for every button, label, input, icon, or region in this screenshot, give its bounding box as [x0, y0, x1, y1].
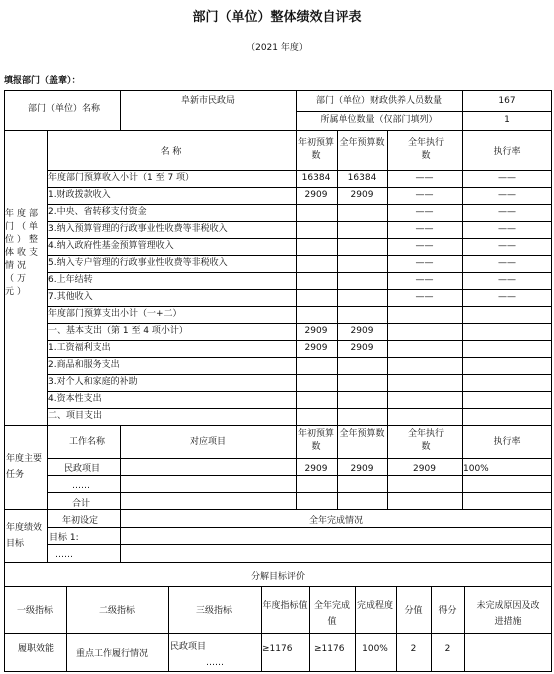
eval-l2-value: 重点工作履行情况: [76, 649, 149, 659]
budget-cell-rate: ——: [498, 173, 516, 183]
budget-cell-name: 1.财政拨款收入: [48, 190, 111, 200]
budget-cell-rate: ——: [498, 224, 516, 234]
grid-line: [309, 586, 310, 671]
grid-line: [47, 170, 552, 171]
task-header-work: 工作名称: [68, 437, 105, 447]
grid-line: [66, 586, 67, 671]
subunit-count-label: 所属单位数量（仅部门填列）: [320, 115, 438, 125]
eval-header-reason: 未完成原因及改进措施: [476, 601, 540, 627]
budget-cell-name: 3.对个人和家庭的补助: [48, 377, 138, 387]
budget-cell-rate: ——: [498, 275, 516, 285]
grid-line: [4, 671, 552, 672]
grid-line: [47, 255, 552, 256]
year-label: （2021 年度）: [246, 43, 308, 53]
grid-line: [47, 357, 552, 358]
budget-cell-exec: ——: [415, 241, 434, 251]
eval-l3-value: 民政项目: [170, 642, 207, 652]
budget-cell-full: 2909: [350, 343, 374, 353]
budget-cell-name: 6.上年结转: [48, 275, 93, 285]
eval-l1-value: 履职效能: [18, 644, 55, 654]
grid-line: [47, 391, 552, 392]
task-ellipsis: ……: [72, 481, 90, 491]
grid-line: [47, 544, 552, 545]
grid-line: [47, 492, 552, 493]
filler-label: 填报部门（盖章）：: [4, 76, 81, 86]
budget-cell-initial: 2909: [304, 326, 328, 336]
grid-line: [47, 238, 552, 239]
staff-count-label: 部门（单位）财政供养人员数量: [315, 96, 442, 106]
subunit-count-value: 1: [504, 115, 510, 125]
col-header-full: 全年预算数: [339, 138, 385, 148]
task-exec: 2909: [413, 464, 436, 474]
budget-side-label: 年度部门（单位）整体收支情况（万元）: [5, 209, 42, 297]
budget-cell-rate: ——: [498, 258, 516, 268]
dept-name-label: 部门（单位）名称: [27, 104, 100, 114]
task-full: 2909: [350, 464, 374, 474]
budget-cell-rate: ——: [498, 207, 516, 217]
eval-ellipsis: ……: [206, 658, 224, 668]
eval-header-score: 得分: [438, 606, 457, 616]
goals-ellipsis: ……: [55, 550, 73, 560]
grid-line: [47, 374, 552, 375]
task-initial: 2909: [304, 464, 328, 474]
grid-line: [47, 458, 552, 459]
grid-line: [431, 586, 432, 671]
dept-name-value: 阜新市民政局: [180, 96, 235, 106]
grid-line: [4, 633, 552, 634]
eval-header-score-value: 分值: [404, 606, 423, 616]
task-work-name: 民政项目: [64, 464, 101, 474]
budget-cell-exec: ——: [415, 258, 434, 268]
budget-cell-exec: ——: [415, 173, 434, 183]
goal-1-label: 目标 1:: [49, 533, 79, 543]
eval-header-l2: 二级指标: [98, 606, 135, 616]
grid-line: [47, 408, 552, 409]
budget-cell-initial: 2909: [304, 190, 328, 200]
eval-header-l1: 一级指标: [16, 606, 53, 616]
grid-line: [4, 90, 552, 91]
col-header-rate: 执行率: [493, 147, 521, 157]
grid-line: [47, 187, 552, 188]
budget-cell-rate: ——: [498, 241, 516, 251]
budget-cell-name: 5.纳入专户管理的行政事业性收费等非税收入: [48, 258, 228, 268]
grid-line: [4, 130, 552, 131]
task-header-exec: 全年执行数: [407, 429, 444, 452]
grid-line: [4, 425, 552, 426]
grid-line: [464, 586, 465, 671]
grid-line: [47, 475, 552, 476]
budget-cell-exec: ——: [415, 275, 434, 285]
budget-cell-name: 7.其他收入: [48, 292, 93, 302]
col-header-name: 名 称: [160, 147, 182, 157]
eval-degree-value: 100%: [362, 644, 388, 654]
budget-cell-full: 2909: [350, 190, 374, 200]
grid-line: [47, 509, 48, 562]
task-header-project: 对应项目: [189, 437, 226, 447]
budget-cell-name: 3.纳入预算管理的行政事业性收费等非税收入: [48, 224, 228, 234]
task-header-initial: 年初预算数: [297, 429, 334, 452]
grid-line: [4, 586, 552, 587]
eval-header-target: 年度指标值: [262, 601, 308, 611]
task-header-full: 全年预算数: [339, 429, 385, 439]
budget-cell-rate: ——: [498, 190, 516, 200]
staff-count-value: 167: [498, 96, 516, 106]
grid-line: [47, 272, 552, 273]
grid-line: [47, 289, 552, 290]
budget-cell-initial: 2909: [304, 343, 328, 353]
budget-cell-full: 16384: [347, 173, 377, 183]
grid-line: [296, 111, 552, 112]
grid-line: [47, 323, 552, 324]
grid-line: [4, 562, 552, 563]
eval-target-value: ≥1176: [262, 644, 293, 654]
grid-line: [47, 204, 552, 205]
eval-header-l3: 三级指标: [195, 606, 232, 616]
tasks-side-label: 年度主要任务: [6, 454, 43, 480]
goals-side-label: 年度绩效目标: [6, 523, 43, 549]
budget-cell-rate: ——: [498, 292, 516, 302]
budget-cell-exec: ——: [415, 190, 434, 200]
task-total-label: 合计: [72, 499, 91, 509]
eval-header-degree: 完成程度: [357, 601, 394, 611]
eval-score-value: 2: [410, 644, 417, 654]
grid-line: [396, 586, 397, 671]
budget-cell-name: 4.纳入政府性基金预算管理收入: [48, 241, 174, 251]
col-header-initial: 年初预算数: [297, 138, 334, 161]
budget-cell-name: 4.资本性支出: [48, 394, 102, 404]
eval-actual-value: ≥1176: [314, 644, 345, 654]
goals-initial-label: 年初设定: [62, 516, 99, 526]
grid-line: [168, 586, 169, 671]
eval-score: 2: [444, 644, 451, 654]
budget-cell-exec: ——: [415, 207, 434, 217]
budget-cell-name: 1.工资福利支出: [48, 343, 111, 353]
budget-cell-name: 2.中央、省转移支付资金: [48, 207, 147, 217]
budget-cell-initial: 16384: [301, 173, 331, 183]
grid-line: [47, 340, 552, 341]
budget-cell-exec: ——: [415, 224, 434, 234]
budget-cell-name: 二、项目支出: [48, 411, 103, 421]
task-header-rate: 执行率: [493, 437, 521, 447]
eval-section-title: 分解目标评价: [250, 572, 305, 582]
budget-cell-exec: ——: [415, 292, 434, 302]
grid-line: [355, 586, 356, 671]
grid-line: [47, 527, 552, 528]
budget-cell-full: 2909: [350, 326, 374, 336]
page-title: 部门（单位）整体绩效自评表: [192, 10, 362, 25]
task-rate: 100%: [463, 464, 489, 474]
budget-cell-name: 年度部门预算支出小计（一+二）: [48, 309, 182, 319]
grid-line: [47, 306, 552, 307]
col-header-exec: 全年执行数: [407, 138, 444, 161]
budget-cell-name: 年度部门预算收入小计（1 至 7 项）: [48, 173, 195, 183]
eval-header-actual: 全年完成值: [313, 601, 350, 627]
budget-cell-name: 2.商品和服务支出: [48, 360, 120, 370]
goals-complete-label: 全年完成情况: [308, 516, 363, 526]
budget-cell-name: 一、基本支出（第 1 至 4 项小计）: [48, 326, 188, 336]
grid-line: [47, 221, 552, 222]
grid-line: [4, 90, 5, 671]
